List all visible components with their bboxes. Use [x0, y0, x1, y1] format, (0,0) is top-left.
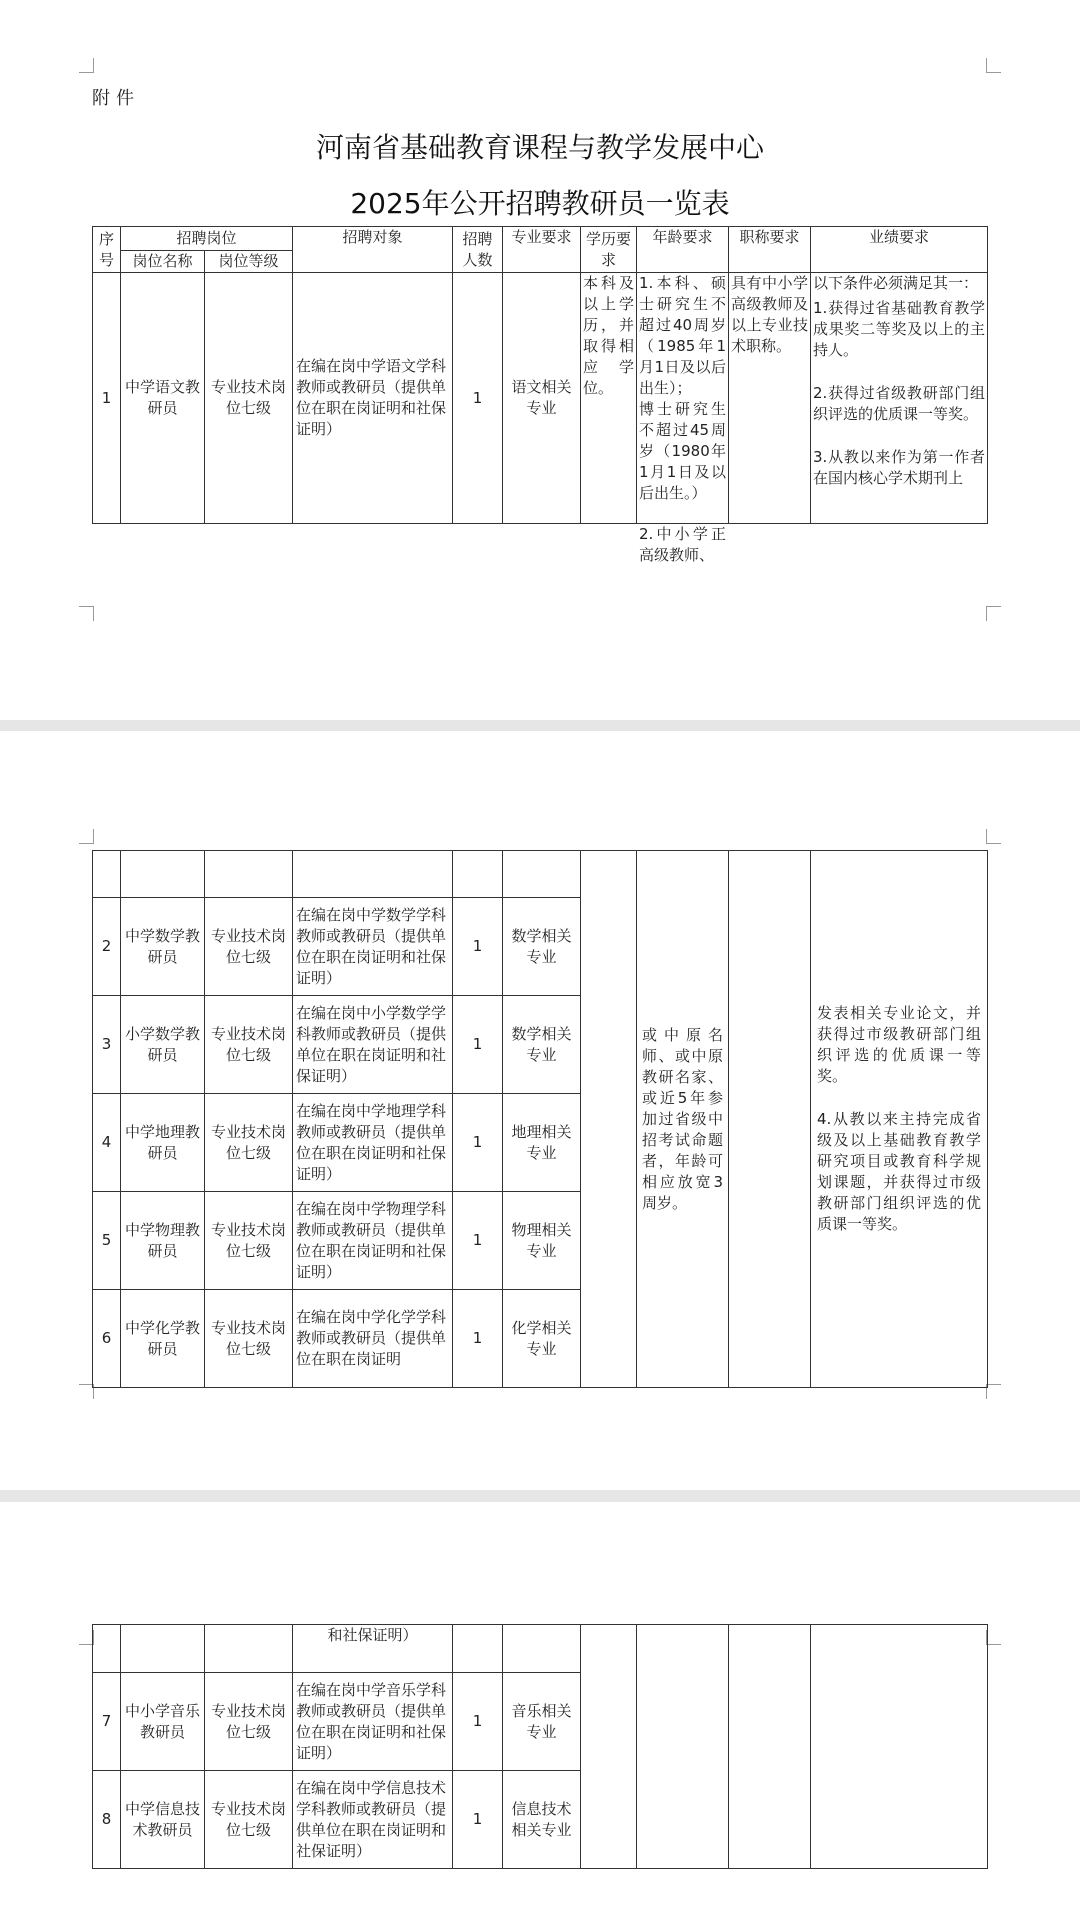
perf-item-4: 4.从教以来主持完成省级及以上基础教育教学研究项目或教育科学规划课题，并获得过市级教研部门组织评选的优质课一等奖。 — [817, 1110, 981, 1233]
education-cont — [581, 851, 637, 1388]
row-4-count: 1 — [453, 1094, 503, 1192]
col-header-target: 招聘对象 — [293, 227, 453, 273]
row-7-target: 在编在岗中学音乐学科教师或教研员（提供单位在职在岗证明和社保证明） — [293, 1673, 453, 1771]
row-4-name: 中学地理教研员 — [121, 1094, 205, 1192]
performance-cont — [811, 1625, 988, 1869]
row-3-major: 数学相关专业 — [503, 996, 581, 1094]
row-6-name: 中学化学教研员 — [121, 1290, 205, 1388]
page-1 — [0, 0, 1080, 720]
col-header-position-level: 岗位等级 — [205, 251, 293, 273]
row-7-seq: 7 — [93, 1673, 121, 1771]
age-text-2: 博士研究生不超过45周岁（1980年1月1日及以后出生。） — [639, 400, 727, 502]
row-3-seq: 3 — [93, 996, 121, 1094]
row-7-major: 音乐相关专业 — [503, 1673, 581, 1771]
cont-empty-cell — [293, 851, 453, 898]
page-title: 河南省基础教育课程与教学发展中心 — [315, 131, 764, 164]
cont-empty-cell — [93, 1625, 121, 1673]
age-cont — [637, 851, 729, 1388]
cont-empty-cell — [453, 1625, 503, 1673]
row-5-major: 物理相关专业 — [503, 1192, 581, 1290]
row-4-seq: 4 — [93, 1094, 121, 1192]
age-text-3: 2.中小学正高级教师、 — [639, 525, 727, 564]
row-8-count: 1 — [453, 1771, 503, 1869]
recruitment-table-part1 — [92, 226, 988, 564]
row-1-major: 语文相关专业 — [503, 273, 581, 524]
recruitment-table-part3 — [92, 1624, 988, 1869]
row-4-major: 地理相关专业 — [503, 1094, 581, 1192]
row-6-major: 化学相关专业 — [503, 1290, 581, 1388]
row-1-age — [637, 273, 729, 564]
row-5-target: 在编在岗中学物理学科教师或教研员（提供单位在职在岗证明和社保证明） — [293, 1192, 453, 1290]
perf-intro: 以下条件必须满足其一： — [813, 274, 979, 292]
education-text: 本科及以上学历，并取得相应学位。 — [583, 274, 635, 397]
cont-empty-cell — [205, 1625, 293, 1673]
row-2-name: 中学数学教研员 — [121, 898, 205, 996]
performance-cont — [811, 851, 988, 1388]
crop-mark — [79, 606, 94, 621]
age-cont — [637, 1625, 729, 1869]
row-3-level: 专业技术岗位七级 — [205, 996, 293, 1094]
row-1-level: 专业技术岗位七级 — [205, 273, 293, 524]
crop-mark — [986, 1630, 1001, 1645]
cont-empty-cell — [205, 851, 293, 898]
row-3-target: 在编在岗中小学数学学科教师或教研员（提供单位在职在岗证明和社保证明） — [293, 996, 453, 1094]
cont-empty-cell — [453, 851, 503, 898]
col-header-education: 学历要求 — [581, 227, 637, 273]
row-2-target: 在编在岗中学数学学科教师或教研员（提供单位在职在岗证明和社保证明） — [293, 898, 453, 996]
row-4-target: 在编在岗中学地理学科教师或教研员（提供单位在职在岗证明和社保证明） — [293, 1094, 453, 1192]
row-6-seq: 6 — [93, 1290, 121, 1388]
row-2-major: 数学相关专业 — [503, 898, 581, 996]
row-1-title-req — [729, 273, 811, 524]
age-text-4: 或中原名师、或中原教研名家、或近5年参加过省级中招考试命题者，年龄可相应放宽3周岁。 — [642, 1025, 723, 1212]
perf-item-2: 2.获得过省级教研部门组织评选的优质课一等奖。 — [813, 384, 986, 423]
row-1-seq: 1 — [93, 273, 121, 524]
attachment-label: 附件 — [92, 88, 140, 109]
cont-empty-cell — [121, 851, 205, 898]
row-6-target: 在编在岗中学化学学科教师或教研员（提供单位在职在岗证明 — [293, 1290, 453, 1388]
cont-empty-cell — [93, 851, 121, 898]
row-6-target-continuation: 和社保证明） — [293, 1625, 453, 1673]
age-text-1: 1.本科、硕士研究生不超过40周岁（1985年1月1日及以后出生）； — [639, 274, 727, 397]
col-header-seq: 序号 — [93, 227, 121, 273]
page-subtitle: 2025年公开招聘教研员一览表 — [350, 187, 730, 220]
cont-empty-cell — [503, 851, 581, 898]
row-8-seq: 8 — [93, 1771, 121, 1869]
row-2-count: 1 — [453, 898, 503, 996]
page-2 — [0, 731, 1080, 1490]
col-header-title-req: 职称要求 — [729, 227, 811, 273]
row-2-level: 专业技术岗位七级 — [205, 898, 293, 996]
row-1-count: 1 — [453, 273, 503, 524]
row-7-level: 专业技术岗位七级 — [205, 1673, 293, 1771]
title-req-text: 具有中小学高级教师及以上专业技术职称。 — [731, 274, 809, 355]
col-header-age: 年龄要求 — [637, 227, 729, 273]
col-header-performance: 业绩要求 — [811, 227, 988, 273]
crop-mark — [79, 829, 94, 844]
recruitment-table-part2 — [92, 850, 988, 1388]
row-3-name: 小学数学教研员 — [121, 996, 205, 1094]
row-2-seq: 2 — [93, 898, 121, 996]
crop-mark — [79, 58, 94, 73]
col-header-major: 专业要求 — [503, 227, 581, 273]
title-req-cont — [729, 1625, 811, 1869]
perf-item-3b: 发表相关专业论文，并获得过市级教研部门组织评选的优质课一等奖。 — [817, 1004, 981, 1085]
cont-empty-cell — [503, 1625, 581, 1673]
crop-mark — [986, 606, 1001, 621]
row-1-performance — [811, 273, 988, 524]
col-header-position-name: 岗位名称 — [121, 251, 205, 273]
col-header-position-group: 招聘岗位 — [121, 227, 293, 251]
row-1-name: 中学语文教研员 — [121, 273, 205, 524]
col-header-count: 招聘人数 — [453, 227, 503, 273]
row-5-name: 中学物理教研员 — [121, 1192, 205, 1290]
crop-mark — [986, 58, 1001, 73]
row-6-level: 专业技术岗位七级 — [205, 1290, 293, 1388]
row-4-level: 专业技术岗位七级 — [205, 1094, 293, 1192]
cont-empty-cell — [121, 1625, 205, 1673]
row-5-level: 专业技术岗位七级 — [205, 1192, 293, 1290]
page-3 — [0, 1502, 1080, 1916]
row-6-count: 1 — [453, 1290, 503, 1388]
row-7-count: 1 — [453, 1673, 503, 1771]
row-3-count: 1 — [453, 996, 503, 1094]
row-5-seq: 5 — [93, 1192, 121, 1290]
crop-mark — [986, 1384, 1001, 1399]
row-8-level: 专业技术岗位七级 — [205, 1771, 293, 1869]
education-cont — [581, 1625, 637, 1869]
crop-mark — [986, 829, 1001, 844]
row-7-name: 中小学音乐教研员 — [121, 1673, 205, 1771]
row-1-target: 在编在岗中学语文学科教师或教研员（提供单位在职在岗证明和社保证明） — [293, 273, 453, 524]
row-8-name: 中学信息技术教研员 — [121, 1771, 205, 1869]
title-req-cont — [729, 851, 811, 1388]
row-8-major: 信息技术相关专业 — [503, 1771, 581, 1869]
row-1-education — [581, 273, 637, 524]
perf-item-1: 1.获得过省基础教育教学成果奖二等奖及以上的主持人。 — [813, 299, 986, 359]
row-5-count: 1 — [453, 1192, 503, 1290]
perf-item-3a: 3.从教以来作为第一作者在国内核心学术期刊上 — [813, 448, 986, 487]
row-8-target: 在编在岗中学信息技术学科教师或教研员（提供单位在职在岗证明和社保证明） — [293, 1771, 453, 1869]
